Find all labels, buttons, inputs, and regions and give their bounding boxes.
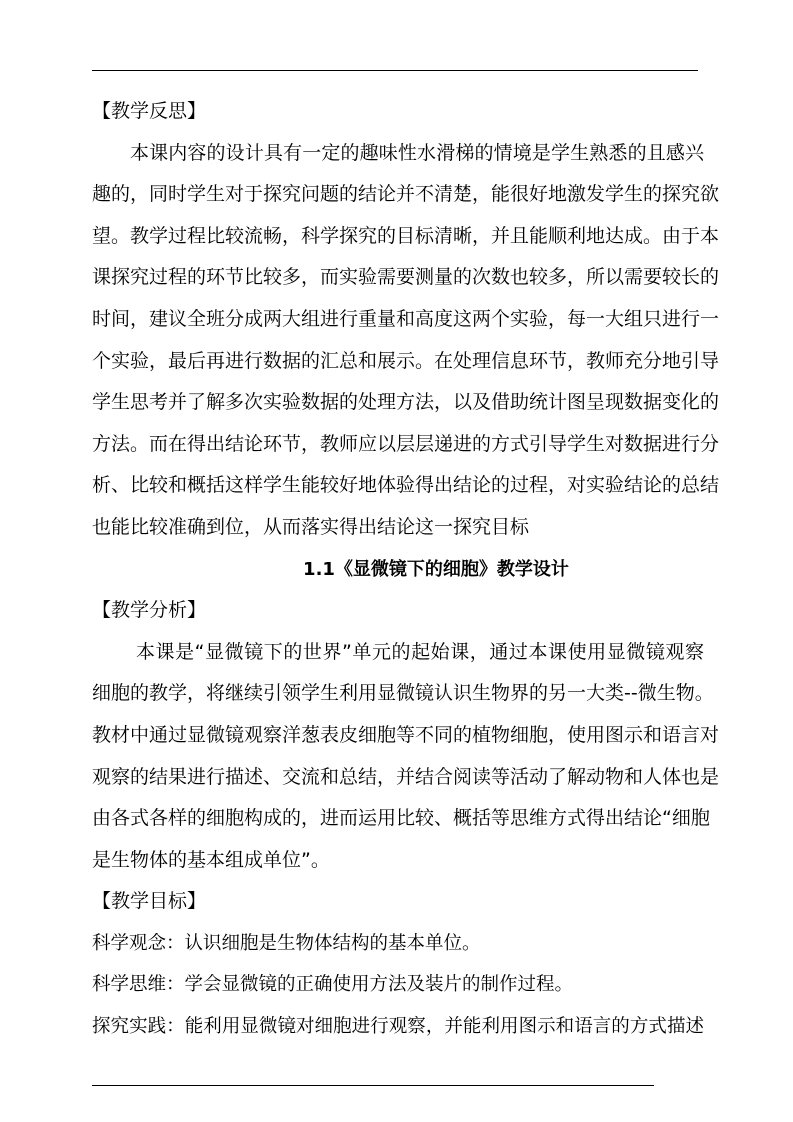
goal-item-practice: 探究实践：能利用显微镜对细胞进行观察，并能利用图示和语言的方式描述 (92, 1016, 704, 1038)
reflection-paragraph-line: 析、比较和概括这样学生能较好地体验得出结论的过程，对实验结论的总结 (92, 474, 720, 497)
goals-heading: 【教学目标】 (92, 890, 207, 913)
analysis-paragraph-line: 教材中通过显微镜观察洋葱表皮细胞等不同的植物细胞，使用图示和语言对 (92, 723, 720, 746)
goal-item-concept: 科学观念：认识细胞是生物体结构的基本单位。 (92, 932, 481, 954)
analysis-paragraph-line: 细胞的教学，将继续引领学生利用显微镜认识生物界的另一大类--微生物。 (92, 682, 714, 705)
document-body (92, 91, 720, 1048)
reflection-paragraph-line: 方法。而在得出结论环节，教师应以层层递进的方式引导学生对数据进行分 (92, 432, 720, 455)
reflection-paragraph-line: 也能比较准确到位，从而落实得出结论这一探究目标 (92, 515, 530, 538)
analysis-heading: 【教学分析】 (92, 599, 207, 622)
reflection-paragraph-line: 时间，建议全班分成两大组进行重量和高度这两个实验，每一大组只进行一 (92, 307, 720, 330)
reflection-paragraph-line: 个实验，最后再进行数据的汇总和展示。在处理信息环节，教师充分地引导 (92, 349, 720, 372)
reflection-paragraph-line: 本课内容的设计具有一定的趣味性水滑梯的情境是学生熟悉的且感兴 (130, 141, 704, 164)
lesson-title: 1.1《显微镜下的细胞》教学设计 (303, 558, 569, 580)
header-rule (92, 70, 698, 71)
reflection-paragraph-line: 课探究过程的环节比较多，而实验需要测量的次数也较多，所以需要较长的 (92, 266, 720, 289)
analysis-paragraph-line: 本课是“显微镜下的世界”单元的起始课，通过本课使用显微镜观察 (136, 640, 704, 663)
reflection-paragraph-line: 学生思考并了解多次实验数据的处理方法，以及借助统计图呈现数据变化的 (92, 391, 720, 414)
reflection-paragraph-line: 望。教学过程比较流畅，科学探究的目标清晰，并且能顺利地达成。由于本 (92, 224, 720, 247)
analysis-paragraph-line: 观察的结果进行描述、交流和总结，并结合阅读等活动了解动物和人体也是 (92, 765, 720, 788)
reflection-paragraph-line: 趣的，同时学生对于探究问题的结论并不清楚，能很好地激发学生的探究欲 (92, 183, 720, 206)
analysis-paragraph-line: 是生物体的基本组成单位”。 (92, 848, 330, 871)
goal-item-thinking: 科学思维：学会显微镜的正确使用方法及装片的制作过程。 (92, 974, 574, 996)
footer-rule (92, 1085, 654, 1086)
reflection-heading: 【教学反思】 (92, 100, 207, 122)
analysis-paragraph-line: 由各式各样的细胞构成的，进而运用比较、概括等思维方式得出结论“细胞 (92, 807, 710, 830)
